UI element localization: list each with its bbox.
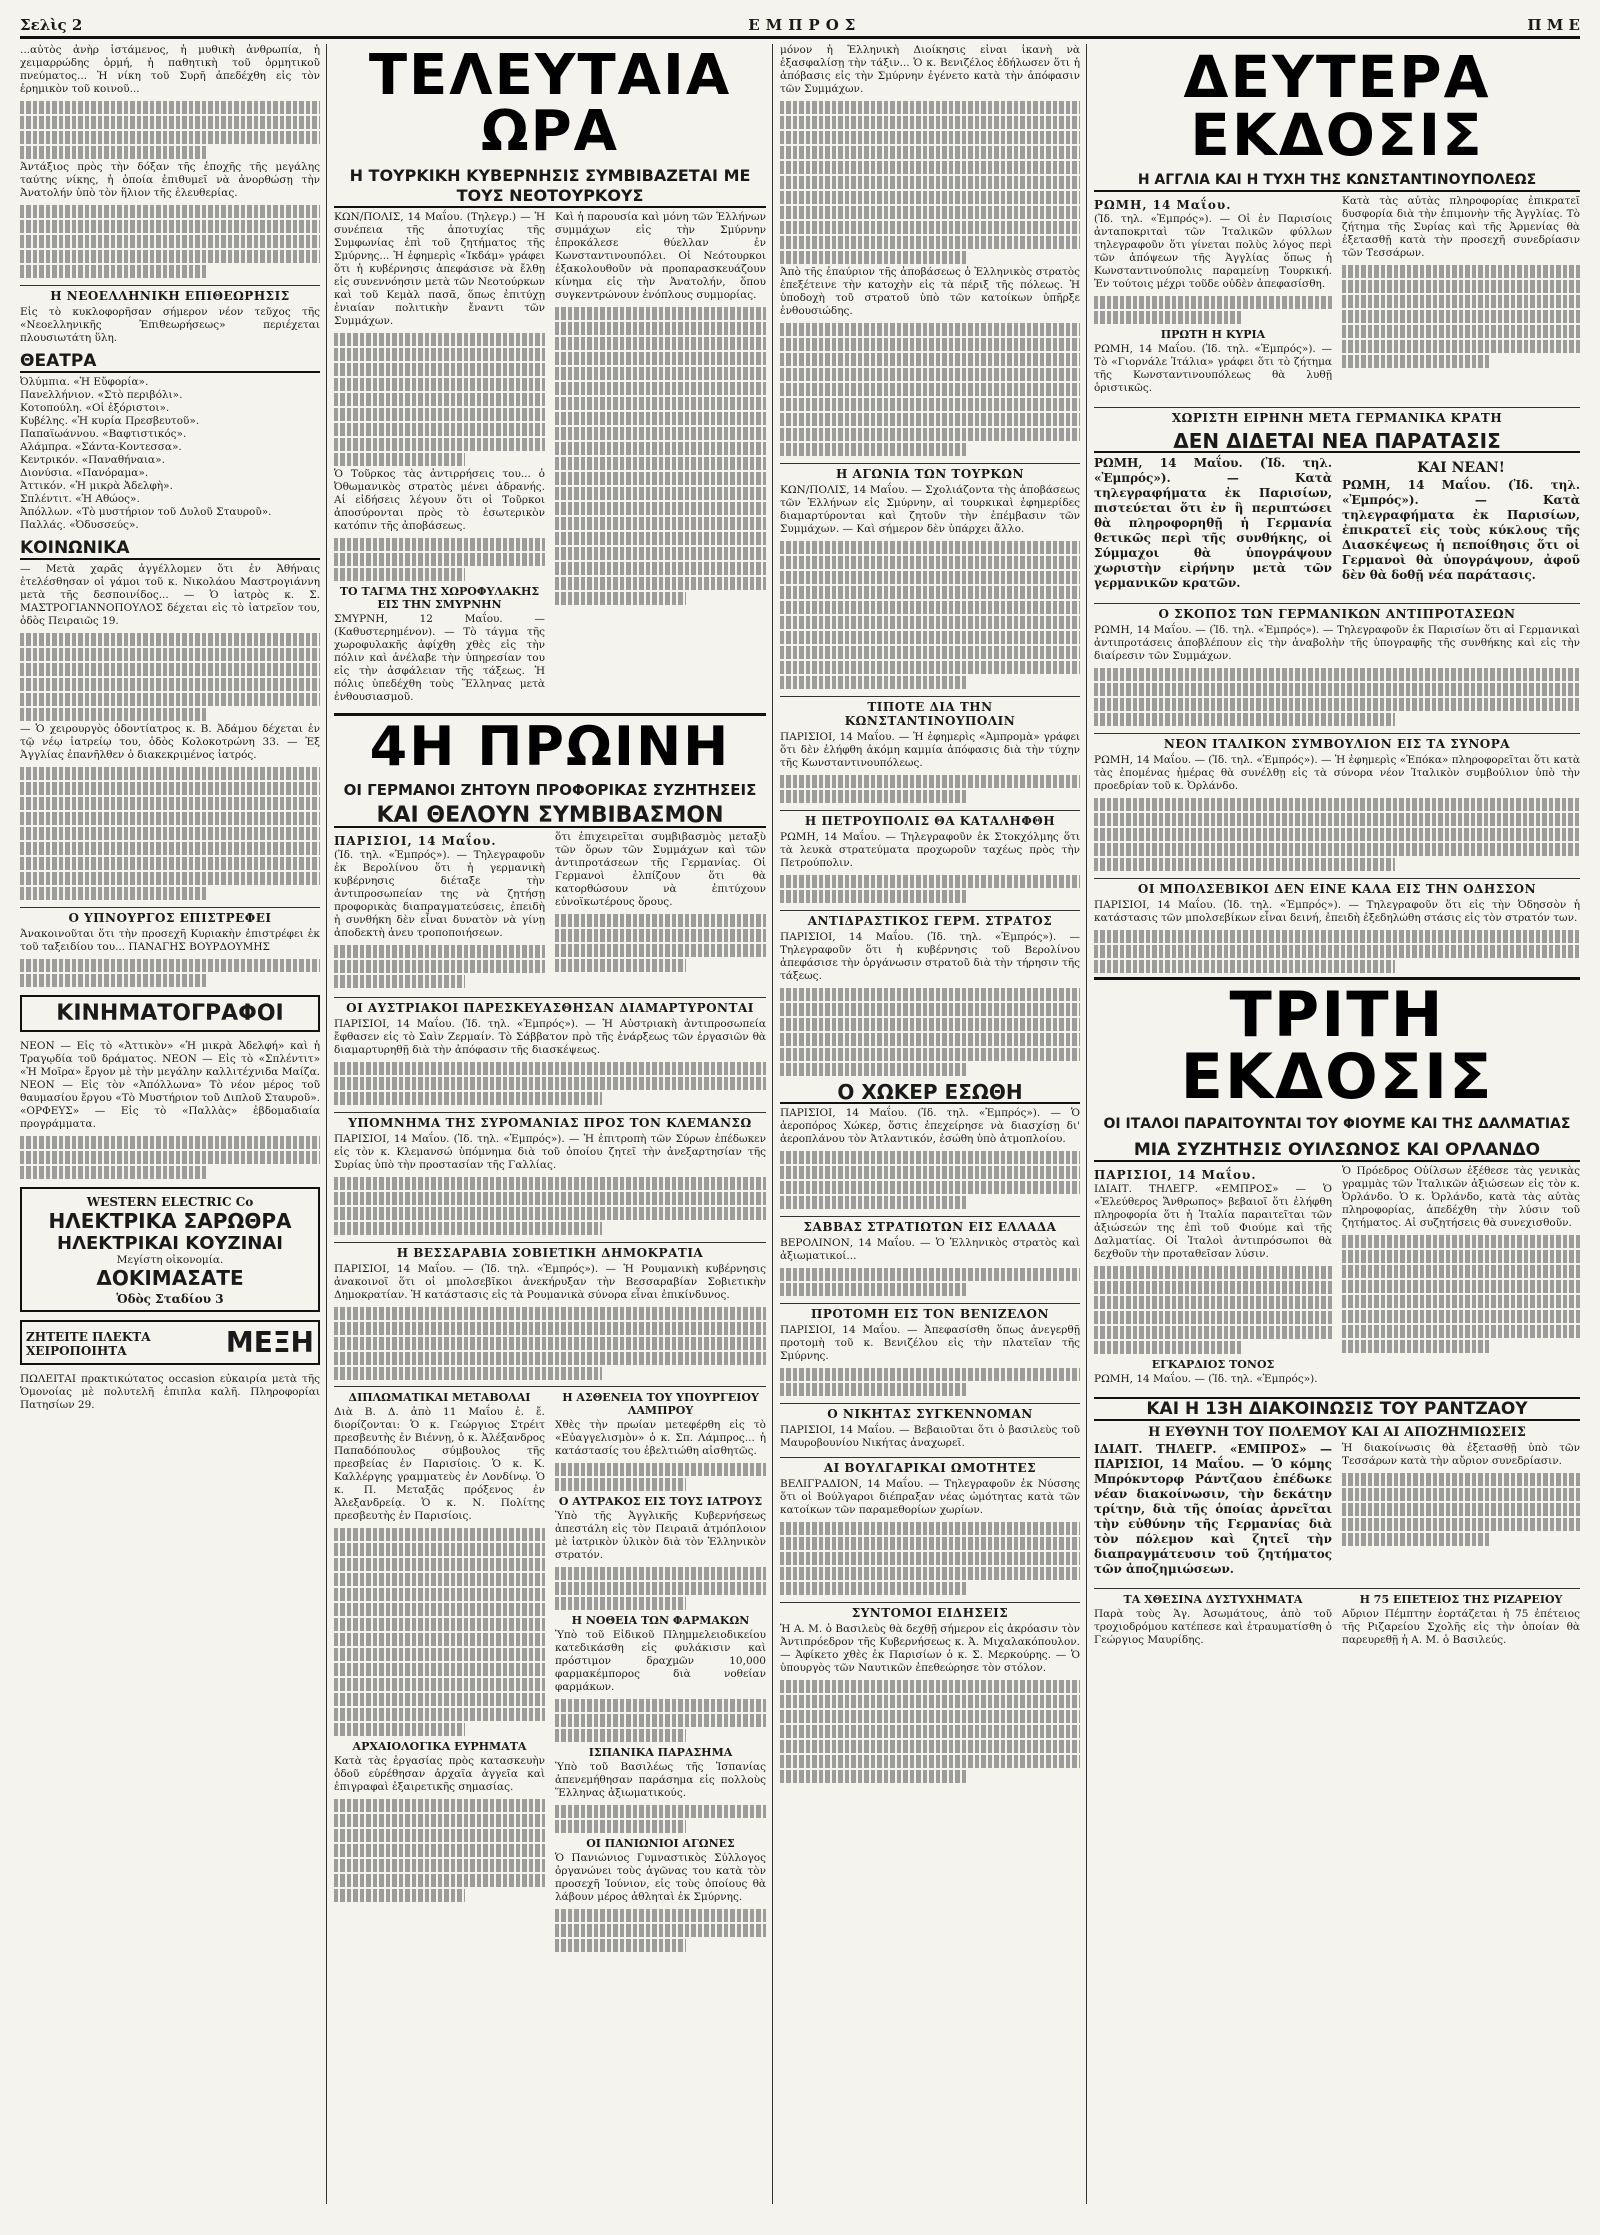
column-rule: [1086, 44, 1087, 2204]
article-text: Ὑπὸ τοῦ Βασιλέως τῆς Ἱσπανίας ἀπενεμήθησαν παράσημα εἰς πολλοὺς Ἕλληνας ἀξιωματικούς.: [555, 1761, 766, 1799]
article-text: Ὑπὸ τοῦ Εἰδικοῦ Πλημμελειοδικείου κατεδικάσθη εἰς φυλάκισιν καὶ πρόστιμον δραχμῶν 10,000 φαρμακέμπορος διὰ νοθείαν φαρμάκων.: [555, 1629, 766, 1693]
list-item: Κοτοπούλη. «Οἱ ἐξόριστοι».: [20, 402, 170, 414]
column-2: [334, 44, 766, 2204]
section-heading: Ο ΣΚΟΠΟΣ ΤΩΝ ΓΕΡΜΑΝΙΚΩΝ ΑΝΤΙΠΡΟΤΑΣΕΩΝ: [1094, 603, 1580, 621]
ad-address: Ὁδὸς Σταδίου 3: [116, 1292, 224, 1306]
section-heading: ΧΩΡΙΣΤΗ ΕΙΡΗΝΗ ΜΕΤΑ ΓΕΡΜΑΝΙΚΑ ΚΡΑΤΗ: [1094, 407, 1580, 425]
ad-callout: ΔΟΚΙΜΑΣΑΤΕ: [96, 1266, 244, 1290]
subheading: Η ΕΥΘΥΝΗ ΤΟΥ ΠΟΛΕΜΟΥ ΚΑΙ ΑΙ ΑΠΟΖΗΜΙΩΣΕΙΣ: [1148, 1425, 1526, 1440]
section-heading: ΟΙ ΜΠΟΛΣΕΒΙΚΟΙ ΔΕΝ ΕΙΝΕ ΚΑΛΑ ΕΙΣ ΤΗΝ ΟΔΗΣΣΟΝ: [1094, 878, 1580, 896]
ad-subtitle: ΗΛΕΚΤΡΙΚΑΙ ΚΟΥΖΙΝΑΙ: [57, 1233, 283, 1254]
article-text: Ὁ Τοῦρκος τὰς ἀντιρρήσεις του... ὁ Ὀθωμανικὸς στρατὸς μένει ἀδρανής. Αἱ εἰδήσεις λέγουν ὅτι οἱ Τοῦρκοι ἀποσύρονται πρὸς τὸ ἐσωτερικὸν κατόπιν τῆς ἀποβάσεως.: [334, 468, 545, 532]
subheading: Ο ΑΥΤΡΑΚΟΣ ΕΙΣ ΤΟΥΣ ΙΑΤΡΟΥΣ: [558, 1495, 763, 1508]
article-columns: [1094, 456, 1580, 596]
section-heading: ΑΙ ΒΟΥΛΓΑΡΙΚΑΙ ΩΜΟΤΗΤΕΣ: [780, 1457, 1080, 1475]
article-text: Αὔριον Πέμπτην ἑορτάζεται ἡ 75 ἐπέτειος τῆς Ριζαρείου Σχολῆς εἰς τὴν ὁποίαν θὰ παρευρεθῇ ἡ Α. Μ. ὁ Βασιλεύς.: [1342, 1608, 1580, 1646]
list-item: Κεντρικόν. «Παναθήναια».: [20, 454, 165, 466]
subheading: ΚΑΙ ΝΕΑΝ!: [1417, 460, 1505, 476]
section-heading: ΚΟΙΝΩΝΙΚΑ: [20, 538, 320, 560]
banner-headline: ΔΕΥΤΕΡΑ ΕΚΔΟΣΙΣ: [1183, 44, 1491, 169]
masthead-right: Π Μ Ε: [1527, 16, 1580, 34]
list-item: Σπλέντιτ. «Ἡ Αθώος».: [20, 493, 140, 505]
article-text: ΚΩΝ/ΠΟΛΙΣ, 14 Μαΐου. — Σχολιάζοντα τὴς ἀποβάσεως τῶν Ἑλλήνων εἰς Σμύρνην, αἱ τουρκικαὶ ἐφημερίδες διαμαρτύρονται καὶ ζητοῦν τὴν ἐπέμβασιν τῶν Συμμάχων. — Καὶ σήμερον δὲν ὑπάρχει ἄλλο.: [780, 484, 1080, 535]
list-item: Ἀπόλλων. «Τὸ μυστήριον τοῦ Δυλοῦ Σταυροῦ».: [20, 506, 272, 518]
headline: ΜΙΑ ΣΥΖΗΤΗΣΙΣ ΟΥΙΛΣΩΝΟΣ ΚΑΙ ΟΡΛΑΝΔΟ: [1094, 1140, 1580, 1162]
article-text: ΡΩΜΗ, 14 Μαΐου. (Ἰδ. τηλ. «Ἐμπρός»). — Τὸ «Γιορνάλε Ἰτάλια» γράφει ὅτι τὸ ζήτημα τῆς Κωνσταντινουπόλεως θὰ λυθῇ ὁριστικῶς.: [1094, 343, 1332, 394]
article-text: ΙΔΙΑΙΤ. ΤΗΛΕΓΡ. «ΕΜΠΡΟΣ» — ΠΑΡΙΣΙΟΙ, 14 Μαΐου. — Ὁ κόμης Μπρόκντορφ Ράντζαου ἐπέδωκε νέαν διακοίνωσιν, τὴν δεκάτην τρίτην, διὰ τῆς ὁποίας ἀρνεῖται τὴν εὐθύνην τῆς Γερμανίας διὰ τὸν πόλεμον καὶ ζητεῖ τὴν διαπραγμάτευσιν τοῦ ζητήματος τῶν ἀποζημιώσεων.: [1094, 1442, 1332, 1576]
section-heading: ΑΝΤΙΔΡΑΣΤΙΚΟΣ ΓΕΡΜ. ΣΤΡΑΤΟΣ: [780, 910, 1080, 928]
section-heading: ΥΠΟΜΝΗΜΑ ΤΗΣ ΣΥΡΟΜΑΝΙΑΣ ΠΡΟΣ ΤΟΝ ΚΛΕΜΑΝΣΩ: [334, 1112, 766, 1130]
section-heading: ΝΕΟΝ ΙΤΑΛΙΚΟΝ ΣΥΜΒΟΥΛΙΟΝ ΕΙΣ ΤΑ ΣΥΝΟΡΑ: [1094, 733, 1580, 751]
article-text: ...αὐτὸς ἀνὴρ ἱστάμενος, ἡ μυθικὴ ἀνθρωπία, ἡ χειμαρρώδης ὁρμή, ἡ παθητικὴ τοῦ ὁρμητικοῦ πνεύματος... Ἡ νίκη τοῦ Συρῆ ἀπεδέχθη εἰς τὸν ἐρημικὸν τοῦ κοινοῦ...: [20, 44, 320, 95]
subheading: ΕΓΚΑΡΔΙΟΣ ΤΟΝΟΣ: [1151, 1358, 1275, 1371]
section-heading: Ο ΝΙΚΗΤΑΣ ΣΥΓΚΕΝΝΟΜΑΝ: [780, 1403, 1080, 1421]
theatre-list: [20, 376, 320, 532]
article-columns: [1094, 1588, 1580, 1652]
banner-headline: ΤΕΛΕΥΤΑΙΑ ΩΡΑ: [368, 44, 732, 164]
mexi-advertisement: [20, 1320, 320, 1365]
list-item: Ἀττικόν. «Ἡ μικρὰ Ἀδελφὴ».: [20, 480, 173, 492]
article-text: ΠΑΡΙΣΙΟΙ, 14 Μαΐου. (Ἰδ. τηλ. «Ἐμπρός»). — Ἡ Αὐστριακὴ ἀντιπροσωπεία ἔφθασεν εἰς τὸ Σαὶν Ζερμαίν. Τὸ Σάββατον πρὸ τῆς ἐνάρξεως τῶν ἐργασιῶν θὰ διαμαρτυρηθῇ διὰ τὴν ἀπόφασιν τῆς διασκέψεως.: [334, 1018, 766, 1056]
subheading: ΑΡΧΑΙΟΛΟΓΙΚΑ ΕΥΡΗΜΑΤΑ: [352, 1740, 527, 1753]
list-item: Παλλάς. «Ὀδυσσεύς».: [20, 519, 139, 531]
subheading: Η 75 ΕΠΕΤΕΙΟΣ ΤΗΣ ΡΙΖΑΡΕΙΟΥ: [1359, 1593, 1563, 1606]
section-heading: ΣΥΝΤΟΜΟΙ ΕΙΔΗΣΕΙΣ: [780, 1602, 1080, 1620]
western-electric-advertisement: [20, 1187, 320, 1312]
column-rule: [772, 44, 773, 2204]
article-text: Ὁ Πρόεδρος Οὐίλσων ἐξέθεσε τὰς γενικὰς γραμμὰς τῶν Ἰταλικῶν ἀξιώσεων εἰς τὸν κ. Ὀρλάνδο. Ὁ κ. Ὀρλάνδο, κατὰ τὰς αὐτὰς πληροφορίας, ἀπεδέχθη τὴν λύσιν τοῦ ζητήματος. Αἱ συζητήσεις θὰ συνεχισθοῦν.: [1342, 1165, 1580, 1229]
article-columns: [1094, 1442, 1580, 1582]
subheading: Η ΝΟΘΕΙΑ ΤΩΝ ΦΑΡΜΑΚΩΝ: [571, 1614, 750, 1627]
article-text: ΡΩΜΗ, 14 Μαΐου. (Ἰδ. τηλ. «Ἐμπρός»). — Κατὰ τηλεγραφήματα ἐκ Παρισίων, πιστεύεται ὅτι ἐν ἣ περιπτώσει θὰ πληροφορηθῇ ἡ Γερμανία θετικῶς περὶ τῆς συνθήκης, οἱ Σύμμαχοι θὰ ὑπογράψουν χωριστὴν εἰρήνην μετὰ τῶν γερμανικῶν κρατῶν.: [1094, 456, 1332, 590]
masthead: [20, 14, 1580, 39]
article-text: ΠΑΡΙΣΙΟΙ, 14 Μαΐου. (Ἰδ. τηλ. «Ἐμπρός»). — Ἡ ἐπιτροπὴ τῶν Σύρων ἐπέδωκεν εἰς τὸν κ. Κλεμανσώ ὑπόμνημα διὰ τοῦ ὁποίου ζητεῖ τὴν ἀνεξαρτησίαν τῆς Συρίας ὑπὸ τὴν προστασίαν τῆς Γαλλίας.: [334, 1133, 766, 1171]
headline: Η ΑΓΓΛΙΑ ΚΑΙ Η ΤΥΧΗ ΤΗΣ ΚΩΝΣΤΑΝΤΙΝΟΥΠΟΛΕΩΣ: [1094, 170, 1580, 192]
ad-title: ΗΛΕΚΤΡΙΚΑ ΣΑΡΩΘΡΑ: [48, 1209, 292, 1233]
headline: ΟΙ ΓΕΡΜΑΝΟΙ ΖΗΤΟΥΝ ΠΡΟΦΟΡΙΚΑΣ ΣΥΖΗΤΗΣΕΙΣ: [343, 781, 757, 799]
banner-headline: ΤΡΙΤΗ ΕΚΔΟΣΙΣ: [1094, 977, 1580, 1108]
article-text: ΝΕΟΝ — Εἰς τὸ «Ἀττικὸν» «Ἡ μικρὰ Ἀδελφή» καὶ ἡ Τραγῳδία τοῦ δράματος. ΝΕΟΝ — Εἰς τὸ «Σπλέντιτ» «Ἡ Μοῖρα» ἔργον μὲ τὴν μεγάλην καλλιτέχνιδα Μαίζα. ΝΕΟΝ — Εἰς τὸν «Ἀπόλλωνα» Τὸ νέον μέρος τοῦ θαυμασίου ἔργου «Τὸ Μυστήριον τοῦ Διπλοῦ Σταυροῦ». «ΟΡΦΕΥΣ» — Εἰς τὸ «Παλλὰς» ἐβδομαδιαία προγράμματα.: [20, 1040, 320, 1130]
subheading: ΤΟ ΤΑΓΜΑ ΤΗΣ ΧΩΡΟΦΥΛΑΚΗΣ ΕΙΣ ΤΗΝ ΣΜΥΡΝΗΝ: [339, 585, 540, 611]
article-text: Ὑπὸ τῆς Ἀγγλικῆς Κυβερνήσεως ἀπεστάλη εἰς τὸν Πειραιᾶ ἀτμόπλοιον μὲ ἰατρικὸν ὑλικὸν διὰ τὸν Ἑλληνικὸν στρατόν.: [555, 1510, 766, 1561]
section-heading: ΟΙ ΑΥΣΤΡΙΑΚΟΙ ΠΑΡΕΣΚΕΥΑΣΘΗΣΑΝ ΔΙΑΜΑΡΤΥΡΟΝΤΑΙ: [334, 997, 766, 1015]
article-columns: [334, 1386, 766, 1954]
ad-note: Μεγίστη οἰκονομία.: [116, 1254, 224, 1266]
headline: ΚΑΙ Η 13Η ΔΙΑΚΟΙΝΩΣΙΣ ΤΟΥ ΡΑΝΤΖΑΟΥ: [1094, 1397, 1580, 1421]
article-text: ΠΑΡΙΣΙΟΙ, 14 Μαΐου. — Βεβαιοῦται ὅτι ὁ βασιλεὺς τοῦ Μαυροβουνίου Νικήτας ἀναχωρεῖ.: [780, 1424, 1080, 1449]
column-rule: [326, 44, 327, 2204]
newspaper-page: [20, 14, 1580, 2204]
headline: ΟΙ ΙΤΑΛΟΙ ΠΑΡΑΙΤΟΥΝΤΑΙ ΤΟΥ ΦΙΟΥΜΕ ΚΑΙ ΤΗΣ ΔΑΛΜΑΤΙΑΣ: [1103, 1116, 1571, 1132]
subheading: ΠΡΩΤΗ Η ΚΥΡΙΑ: [1160, 328, 1266, 341]
section-heading: ΘΕΑΤΡΑ: [20, 351, 320, 373]
article-text: ὅτι ἐπιχειρεῖται συμβιβασμὸς μεταξὺ τῶν ὅρων τῶν Συμμάχων καὶ τῶν ἀντιπροτάσεων τῆς Γερμανίας. Οἱ Γερμανοὶ ἐλπίζουν ὅτι θὰ κατορθώσουν νὰ ἐπιτύχουν εὐνοϊκωτέρους ὅρους.: [555, 831, 766, 908]
headline: ΚΑΙ ΘΕΛΟΥΝ ΣΥΜΒΙΒΑΣΜΟΝ: [334, 806, 766, 828]
section-heading: Η ΒΕΣΣΑΡΑΒΙΑ ΣΟΒΙΕΤΙΚΗ ΔΗΜΟΚΡΑΤΙΑ: [334, 1242, 766, 1260]
section-heading: ΤΙΠΟΤΕ ΔΙΑ ΤΗΝ ΚΩΝΣΤΑΝΤΙΝΟΥΠΟΛΙΝ: [780, 696, 1080, 728]
article-text: ΠΑΡΙΣΙΟΙ, 14 Μαΐου. (Ἰδ. τηλ. «Ἐμπρός»). — Τηλεγραφοῦν ὅτι ἡ κυβέρνησις τοῦ Βερολίνου ἀπεφάσισε τὴν ὀργάνωσιν στρατοῦ διὰ τὴν τήρησιν τῆς τάξεως.: [780, 931, 1080, 982]
article-text: ΡΩΜΗ, 14 Μαΐου. — (Ἰδ. τηλ. «Ἐμπρός»). — Ἡ ἐφημερὶς «Ἐπόκα» πληροφορεῖται ὅτι κατὰ τὰς ἐπομένας ἡμέρας θὰ συνέλθῃ εἰς τὰ σύνορα νέον Ἰταλικὸν συμβούλιον ὑπὸ τὴν προεδρίαν τοῦ κ. Ὀρλάνδο.: [1094, 754, 1580, 792]
article-columns: [1094, 195, 1580, 400]
column-1: [20, 44, 320, 2204]
ad-text: ΖΗΤΕΙΤΕ ΠΛΕΚΤΑ ΧΕΙΡΟΠΟΙΗΤΑ: [26, 1329, 151, 1358]
banner-headline: 4Η ΠΡΩΙΝΗ: [334, 713, 766, 774]
list-item: Διονύσια. «Πανόραμα».: [20, 467, 149, 479]
article-columns: [334, 831, 766, 990]
subheading: Η ΑΣΘΕΝΕΙΑ ΤΟΥ ΥΠΟΥΡΓΕΙΟΥ ΛΑΜΠΡΟΥ: [562, 1391, 759, 1417]
article-columns: [1094, 1165, 1580, 1391]
article-text: Παρὰ τοὺς Ἁγ. Ἀσωμάτους, ἀπὸ τοῦ τροχιοδρόμου κατέπεσε καὶ ἐτραυματίσθη ὁ Γεώργιος Μαυρίδης.: [1094, 1608, 1332, 1646]
dateline: ΠΑΡΙΣΙΟΙ, 14 Μαΐου.: [1094, 1168, 1257, 1182]
section-heading: ΣΑΒΒΑΣ ΣΤΡΑΤΙΩΤΩΝ ΕΙΣ ΕΛΛΑΔΑ: [780, 1216, 1080, 1234]
article-text: Ἀντάξιος πρὸς τὴν δόξαν τῆς ἐποχῆς τῆς μεγάλης ταύτης νίκης, ἡ ὁποία ἐπιθυμεῖ νὰ ἀνορθώσῃ τὴν Ἀνατολήν ὑπὸ τὸν ἥλιον τῆς ἑλευθερίας.: [20, 161, 320, 199]
article-text: μόνον ἡ Ἑλληνικὴ Διοίκησις εἶναι ἱκανὴ νὰ ἐξασφαλίσῃ τὴν τάξιν... Ὁ κ. Βενιζέλος ἐδήλωσεν ὅτι ἡ ἀπόβασις εἰς τὴν Σμύρνην ἐγένετο κατὰ τὴν ἀπόφασιν τῶν Συμμάχων.: [780, 44, 1080, 95]
article-text: Ἀνακοινοῦται ὅτι τὴν προσεχῆ Κυριακὴν ἐπιστρέφει ἐκ τοῦ ταξειδίου του... ΠΑΝΑΓΗΣ ΒΟΥΡΔΟΥΜΗΣ: [20, 928, 320, 953]
article-text: ΒΕΡΟΛΙΝΟΝ, 14 Μαΐου. — Ὁ Ἑλληνικὸς στρατὸς καὶ ἀξιωματικοί...: [780, 1237, 1080, 1262]
section-heading: Η ΝΕΟΕΛΛΗΝΙΚΗ ΕΠΙΘΕΩΡΗΣΙΣ: [20, 285, 320, 303]
subheading: ΙΣΠΑΝΙΚΑ ΠΑΡΑΣΗΜΑ: [588, 1746, 733, 1759]
article-text: ΠΩΛΕΙΤΑΙ πρακτικώτατος occasion εὐκαιρία μετὰ τῆς Ὁμονοίας μὲ πολυτελῆ ἐπιπλα καλῆ. Πληροφορίαι Πατησίων 29.: [20, 1373, 320, 1411]
article-text: ΣΜΥΡΝΗ, 12 Μαΐου. — (Καθυστερημένον). — Τὸ τάγμα τῆς χωροφυλακῆς ἀφίχθη χθὲς εἰς τὴν πόλιν καὶ ἀνέλαβε τὴν ὑπηρεσίαν του εἰς τὴν ἀσφάλειαν τῆς τάξεως. Ἡ πόλις ὑπεδέχθη τοὺς Ἕλληνας μετὰ ἐνθουσιασμοῦ.: [334, 613, 545, 703]
article-text: (Ἰδ. τηλ. «Ἐμπρός»). — Τηλεγραφοῦν ἐκ Βερολίνου ὅτι ἡ γερμανικὴ κυβέρνησις διέταξε τὴν ἀντιπροσωπείαν της νὰ ζητήσῃ προφορικὰς διαπραγματεύσεις, ἐπειδὴ ἡ συνθήκη δὲν εἶναι δυνατὸν νὰ γίνῃ ἀποδεκτὴ ἀνευ τροποποιήσεων.: [334, 849, 545, 939]
page-number: Σελὶς 2: [20, 16, 83, 34]
main-headline: Η ΤΟΥΡΚΙΚΗ ΚΥΒΕΡΝΗΣΙΣ ΣΥΜΒΙΒΑΖΕΤΑΙ ΜΕ ΤΟΥΣ ΝΕΟΤΟΥΡΚΟΥΣ: [334, 166, 766, 208]
article-text: Κατὰ τὰς αὐτὰς πληροφορίας ἐπικρατεῖ δυσφορία διὰ τὴν ἐπιμονὴν τῆς Ἀγγλίας. Τὸ ζήτημα τῆς Συρίας καὶ τῆς Ἀρμενίας θὰ ἐξετασθῇ κατὰ τὴν προσεχῆ συνεδρίασιν τῶν Τεσσάρων.: [1342, 195, 1580, 259]
article-text: Χθὲς τὴν πρωίαν μετεφέρθη εἰς τὸ «Εὐαγγελισμὸν» ὁ κ. Σπ. Λάμπρος... ἡ κατάστασίς του ἐβελτιώθη αἰσθητῶς.: [555, 1419, 766, 1457]
article-text: Ἀπὸ τῆς ἐπαύριον τῆς ἀποβάσεως ὁ Ἑλληνικὸς στρατὸς ἐπεξέτεινε τὴν κατοχὴν εἰς τὰ πέριξ τῆς πόλεως. Ἡ ὑποδοχὴ τοῦ στρατοῦ ὑπὸ τῶν κατοίκων ὑπῆρξε ἐνθουσιώδης.: [780, 266, 1080, 317]
section-heading: Η ΠΕΤΡΟΥΠΟΛΙΣ ΘΑ ΚΑΤΑΛΗΦΘΗ: [780, 810, 1080, 828]
article-text: ΠΑΡΙΣΙΟΙ, 14 Μαΐου. — Ἡ ἐφημερὶς «Ἀμπρομὰ» γράφει ὅτι δὲν ἐλήφθη ἀκόμη καμμία ἀπόφασις διὰ τὴν τύχην τῆς Κωνσταντινουπόλεως.: [780, 731, 1080, 769]
article-text: Διὰ Β. Δ. ἀπὸ 11 Μαΐου ἐ. ἔ. διορίζονται: Ὁ κ. Γεώργιος Στρέιτ πρεσβευτὴς ἐν Βιέννῃ, ὁ κ. Ἀλέξανδρος Παπαδόπουλος σύμβουλος τῆς πρεσβείας ἐν Παρισίοις. Ὁ κ. Κ. Καλλέργης γραμματεὺς ἐν Λονδίνῳ. Ὁ κ. Π. Μεταξᾶς πρόξενος ἐν Ἀλεξανδρείᾳ. Ὁ κ. Ν. Πολίτης πρεσβευτὴς ἐν Παρισίοις.: [334, 1406, 545, 1522]
article-columns: [334, 211, 766, 709]
article-text: ΒΕΛΙΓΡΑΔΙΟΝ, 14 Μαΐου. — Τηλεγραφοῦν ἐκ Νύσσης ὅτι οἱ Βούλγαροι διέπραξαν νέας ὠμότητας κατὰ τῶν κατοίκων τῶν παραμεθορίων χωρίων.: [780, 1478, 1080, 1516]
subheading: ΔΙΠΛΩΜΑΤΙΚΑΙ ΜΕΤΑΒΟΛΑΙ: [348, 1391, 531, 1404]
headline: ΔΕΝ ΔΙΔΕΤΑΙ ΝΕΑ ΠΑΡΑΤΑΣΙΣ: [1094, 431, 1580, 453]
cinema-advertisement: [20, 995, 320, 1032]
section-heading: Η ΑΓΩΝΙΑ ΤΩΝ ΤΟΥΡΚΩΝ: [780, 463, 1080, 481]
list-item: Πανελλήνιον. «Στὸ περιβόλι».: [20, 389, 183, 401]
article-text: ΠΑΡΙΣΙΟΙ, 14 Μαΐου. — Ἀπεφασίσθη ὅπως ἀνεγερθῇ προτομὴ τοῦ κ. Βενιζέλου εἰς τὴν πλατεῖαν τῆς Σμύρνης.: [780, 1324, 1080, 1362]
article-text: Κατὰ τὰς ἐργασίας πρὸς κατασκευὴν ὁδοῦ εὑρέθησαν ἀρχαῖα ἀγγεῖα καὶ ἐπιγραφαὶ ἐξαιρετικῆς σημασίας.: [334, 1755, 545, 1793]
article-text: — Μετὰ χαρᾶς ἀγγέλλομεν ὅτι ἐν Ἀθήναις ἐτελέσθησαν οἱ γάμοι τοῦ κ. Νικολάου Μαστρογιάννη μετὰ τῆς δεσποινίδος... — Ὁ ἰατρὸς κ. Σ. ΜΑΣΤΡΟΓΙΑΝΝΟΠΟΥΛΟΣ δέχεται εἰς τὸ ἰατρεῖον του, ὁδὸς Πειραιῶς 19.: [20, 563, 320, 627]
article-text: ΡΩΜΗ, 14 Μαΐου. — Τηλεγραφοῦν ἐκ Στοκχόλμης ὅτι τὰ λευκὰ στρατεύματα προχωροῦν ταχέως πρὸς τὴν Πετρούπολιν.: [780, 831, 1080, 869]
list-item: Αλάμπρα. «Σάντα-Κοντεσσα».: [20, 441, 182, 453]
list-item: Παπαϊωάννου. «Βαφτιστικός».: [20, 428, 187, 440]
article-text: ΙΔΙΑΙΤ. ΤΗΛΕΓΡ. «ΕΜΠΡΟΣ» — Ὁ «Ἐλεύθερος Ἄνθρωπος» βεβαιοῖ ὅτι ἐλήφθη πληροφορία ὅτι ἡ Ἰταλία παραιτεῖται τῶν ἀξιώσεών της ἐπὶ τοῦ Φιούμε καὶ τῆς Δαλματίας. Οἱ Ἰταλοὶ ἀντιπρόσωποι θὰ δεχθοῦν τὴν προταθεῖσαν λύσιν.: [1094, 1183, 1332, 1260]
list-item: Ὀλύμπια. «Ἡ Εὔφορία».: [20, 376, 149, 388]
article-text: ΡΩΜΗ, 14 Μαΐου. (Ἰδ. τηλ. «Ἐμπρός»). — Κατὰ τηλεγραφήματα ἐκ Παρισίων, ἐπικρατεῖ εἰς τοὺς κύκλους τῆς Διασκέψεως ἡ πεποίθησις ὅτι οἱ Γερμανοὶ θὰ ὑπογράψουν, ἀφοῦ δὲν θὰ δοθῇ νέα παράτασις.: [1342, 478, 1580, 582]
article-text: Ὁ Πανιώνιος Γυμναστικὸς Σύλλογος ὀργανώνει τοὺς ἀγῶνας του κατὰ τὸν προσεχῆ Ἰούνιον, εἰς τοὺς ὁποίους θὰ λάβουν μέρος ἀθληταὶ ἐκ Σμύρνης.: [555, 1852, 766, 1903]
article-text: ΚΩΝ/ΠΟΛΙΣ, 14 Μαΐου. (Τηλεγρ.) — Ἡ συνέπεια τῆς ἀποτυχίας τῆς Συμφωνίας ἐπὶ τοῦ ζητήματος τῆς Σμύρνης... Ἡ ἐφημερὶς «Ἰκδάμ» γράφει ὅτι ἡ κυβέρνησις ἀπεφάσισε νὰ ἔλθῃ εἰς συνεννόησιν μετὰ τῶν Νεοτούρκων καὶ τοῦ Κεμὰλ πασᾶ, ὅπως ἐπιτύχῃ ἑνιαίαν πολιτικὴν ἔναντι τῶν Συμμάχων.: [334, 211, 545, 327]
ad-brand: WESTERN ELECTRIC Co: [86, 1195, 254, 1209]
dateline: ΡΩΜΗ, 14 Μαΐου.: [1094, 198, 1232, 212]
article-text: ΠΑΡΙΣΙΟΙ, 14 Μαΐου. (Ἰδ. τηλ. «Ἐμπρός»). — Ὁ ἀεροπόρος Χώκερ, ὅστις ἐπεχείρησε νὰ διασχίσῃ δι' ἀεροπλάνου τὸν Ἀτλαντικόν, ἐσώθη ὑπὸ ἀτμοπλοίου.: [780, 1107, 1080, 1145]
newspaper-name: ΕΜΠΡΟΣ: [748, 16, 862, 34]
dateline: ΠΑΡΙΣΙΟΙ, 14 Μαΐου.: [334, 834, 497, 848]
article-text: ΠΑΡΙΣΙΟΙ, 14 Μαΐου. (Ἰδ. τηλ. «Ἐμπρός»). — Τηλεγραφοῦν ὅτι εἰς τὴν Ὀδησσὸν ἡ κατάστασις τῶν μπολσεβίκων εἶναι δεινή, ἐπειδὴ ἐξεδηλώθη στάσις εἰς τὸν στρατόν των.: [1094, 899, 1580, 924]
article-text: (Ἰδ. τηλ. «Ἐμπρός»). — Οἱ ἐν Παρισίοις ἀνταποκριταὶ τῶν Ἰταλικῶν φύλλων τηλεγραφοῦν ὅτι γίνεται πολὺς λόγος περὶ τῶν ἀπόψεων τῆς Ἀγγλίας ὅπως ἡ Κωνσταντινούπολις παραμείνῃ Τουρκική. Ἐν τούτοις μέχρι τοῦδε οὐδὲν ἀπεφασίσθη.: [1094, 213, 1332, 290]
article-text: Καὶ ἡ παρουσία καὶ μόνη τῶν Ἑλλήνων συμμάχων εἰς τὴν Σμύρνην ἐπροκάλεσε θύελλαν ἐν Κωνσταντινουπόλει. Οἱ Νεότουρκοι ἐξακολουθοῦν νὰ προπαρασκευάζουν κίνημα εἰς τὴν Ἀνατολήν, ὅπου συγκεντρώνουν ἐνόπλους συμμορίας.: [555, 211, 766, 301]
section-heading: ΠΡΟΤΟΜΗ ΕΙΣ ΤΟΝ ΒΕΝΙΖΕΛΟΝ: [780, 1303, 1080, 1321]
headline: Ο ΧΩΚΕΡ ΕΣΩΘΗ: [780, 1082, 1080, 1104]
list-item: Κυβέλης. «Ἡ κυρία Πρεσβευτοῦ».: [20, 415, 200, 427]
column-3: [780, 44, 1080, 2204]
section-heading: Ο ΥΠΝΟΥΡΓΟΣ ΕΠΙΣΤΡΕΦΕΙ: [20, 907, 320, 925]
ad-title: ΜΕΞΗ: [225, 1326, 314, 1359]
article-text: Ἡ Α. Μ. ὁ Βασιλεὺς θὰ δεχθῇ σήμερον εἰς ἀκρόασιν τὸν Ἀντιπρόεδρον τῆς Κυβερνήσεως κ. Ἀ. Μιχαλακόπουλον. — Ἀφίκετο χθὲς ἐκ Παρισίων ὁ κ. Σ. Μερκούρης. — Ὁ ὑπουργὸς τῶν Ναυτικῶν ἐπεθεώρησε τὸν στόλον.: [780, 1623, 1080, 1674]
article-text: ΡΩΜΗ, 14 Μαΐου. — (Ἰδ. τηλ. «Ἐμπρός»). — Τηλεγραφοῦν ἐκ Παρισίων ὅτι αἱ Γερμανικαὶ ἀντιπροτάσεις ἀποβλέπουν εἰς τὴν ἀναβολὴν τῆς ὑπογραφῆς τῆς συνθήκης καὶ εἰς τὴν διαίρεσιν τῶν Συμμάχων.: [1094, 624, 1580, 662]
article-text: ΠΑΡΙΣΙΟΙ, 14 Μαΐου. — (Ἰδ. τηλ. «Ἐμπρός»). — Ἡ Ρουμανικὴ κυβέρνησις ἀνακοινοῖ ὅτι οἱ μπολσεβῖκοι ἀνεκήρυξαν τὴν Βεσσαραβίαν Σοβιετικὴν Δημοκρατίαν. Ἡ κατάστασις εἰς τὰ Ρουμανικὰ σύνορα εἶναι ἐπικίνδυνος.: [334, 1263, 766, 1301]
article-text: Ἡ διακοίνωσις θὰ ἐξετασθῇ ὑπὸ τῶν Τεσσάρων κατὰ τὴν αὔριον συνεδρίασιν.: [1342, 1442, 1580, 1467]
article-text: ΡΩΜΗ, 14 Μαΐου. — (Ἰδ. τηλ. «Ἐμπρός»).: [1094, 1373, 1318, 1385]
subheading: ΟΙ ΠΑΝΙΩΝΙΟΙ ΑΓΩΝΕΣ: [586, 1837, 735, 1850]
subheading: ΤΑ ΧΘΕΣΙΝΑ ΔΥΣΤΥΧΗΜΑΤΑ: [1123, 1593, 1303, 1606]
ad-title: ΚΙΝΗΜΑΤΟΓΡΑΦΟΙ: [56, 1001, 284, 1026]
article-text: Εἰς τὸ κυκλοφορῆσαν σήμερον νέον τεῦχος τῆς «Νεοελληνικῆς Ἐπιθεωρήσεως» περιέχεται πλουσιωτάτη ὕλη.: [20, 306, 320, 344]
column-4: [1094, 44, 1580, 2204]
article-text: — Ὁ χειρουργὸς ὀδοντίατρος κ. Β. Ἀδάμου δέχεται ἐν τῷ νέῳ ἰατρείῳ του, ὁδὸς Κολοκοτρώνη 33. — Ἐξ Ἀγγλίας ἐπανῆλθεν ὁ διακεκριμένος ἰατρός.: [20, 723, 320, 761]
